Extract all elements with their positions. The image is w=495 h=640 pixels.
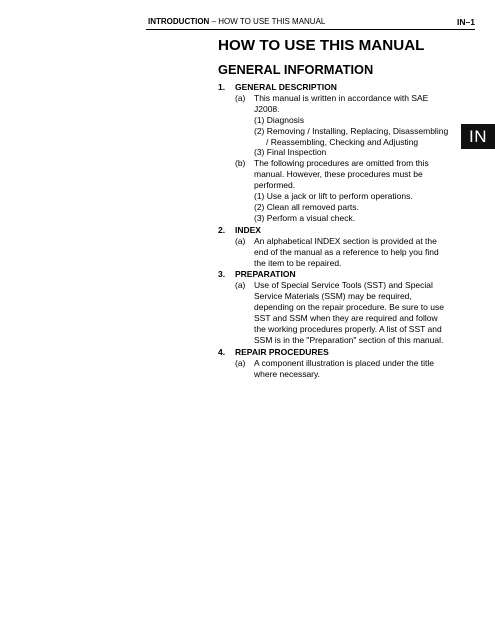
text-line: end of the manual as a reference to help you find bbox=[254, 246, 439, 257]
header-chapter: HOW TO USE THIS MANUAL bbox=[218, 17, 326, 26]
paragraph-label: (a) bbox=[235, 280, 246, 291]
text-line: Service Materials (SSM) may be required, bbox=[254, 291, 412, 302]
header-section: INTRODUCTION bbox=[148, 17, 210, 26]
section-title: INDEX bbox=[235, 224, 261, 235]
section-preparation bbox=[218, 269, 463, 345]
paragraph bbox=[218, 358, 463, 380]
section-repair-procedures bbox=[218, 347, 463, 380]
section-tab: IN bbox=[461, 124, 495, 149]
header-rule bbox=[146, 29, 475, 30]
text-line: The following procedures are omitted from this bbox=[254, 158, 429, 169]
section-index bbox=[218, 225, 463, 269]
paragraph bbox=[218, 158, 463, 191]
paragraph-label: (a) bbox=[235, 92, 246, 103]
text-line: depending on the repair procedure. Be sure to use bbox=[254, 302, 444, 313]
sub-item: (2) Removing / Installing, Replacing, Disassembling bbox=[254, 125, 449, 136]
page-subtitle: GENERAL INFORMATION bbox=[218, 62, 374, 77]
paragraph bbox=[218, 236, 463, 269]
sub-item: (2) Clean all removed parts. bbox=[254, 201, 359, 212]
paragraph bbox=[218, 93, 463, 115]
text-line: J2008. bbox=[254, 103, 280, 114]
text-line: This manual is written in accordance with SAE bbox=[254, 92, 429, 103]
section-number: 2. bbox=[218, 224, 226, 235]
text-line: the working procedures properly. A list of SST and bbox=[254, 323, 442, 334]
text-line: performed. bbox=[254, 180, 296, 191]
text-line: manual. However, these procedures must be bbox=[254, 169, 423, 180]
section-number: 4. bbox=[218, 346, 226, 357]
page-title: HOW TO USE THIS MANUAL bbox=[218, 37, 425, 54]
paragraph-label: (b) bbox=[235, 158, 246, 169]
sub-item: (1) Use a jack or lift to perform operations. bbox=[254, 191, 413, 202]
sub-item: (3) Final Inspection bbox=[254, 147, 327, 158]
page-content bbox=[218, 36, 463, 379]
text-line: A component illustration is placed under the title bbox=[254, 357, 435, 368]
page-number: IN–1 bbox=[457, 17, 475, 27]
section-title: PREPARATION bbox=[235, 269, 296, 280]
paragraph-label: (a) bbox=[235, 235, 246, 246]
text-line: SSM is in the "Preparation" section of this manual. bbox=[254, 334, 444, 345]
sub-item-continued: / Reassembling, Checking and Adjusting bbox=[266, 136, 419, 147]
section-heading bbox=[218, 347, 463, 358]
paragraph-label: (a) bbox=[235, 357, 246, 368]
section-general-description bbox=[218, 82, 463, 224]
running-header bbox=[148, 17, 325, 26]
section-number: 3. bbox=[218, 269, 226, 280]
sub-item: (1) Diagnosis bbox=[254, 114, 305, 125]
section-title: REPAIR PROCEDURES bbox=[235, 346, 329, 357]
text-line: the item to be repaired. bbox=[254, 257, 342, 268]
section-heading bbox=[218, 269, 463, 280]
paragraph bbox=[218, 280, 463, 345]
text-line: SST and SSM when they are required and follow bbox=[254, 313, 438, 324]
header-separator: – bbox=[209, 17, 219, 26]
text-line: where necessary. bbox=[254, 368, 320, 379]
text-line: Use of Special Service Tools (SST) and Special bbox=[254, 280, 433, 291]
text-line: An alphabetical INDEX section is provided at the bbox=[254, 235, 437, 246]
section-heading bbox=[218, 82, 463, 93]
section-number: 1. bbox=[218, 82, 226, 92]
section-heading bbox=[218, 225, 463, 236]
sub-item: (3) Perform a visual check. bbox=[254, 212, 356, 223]
section-title: GENERAL DESCRIPTION bbox=[235, 82, 337, 92]
